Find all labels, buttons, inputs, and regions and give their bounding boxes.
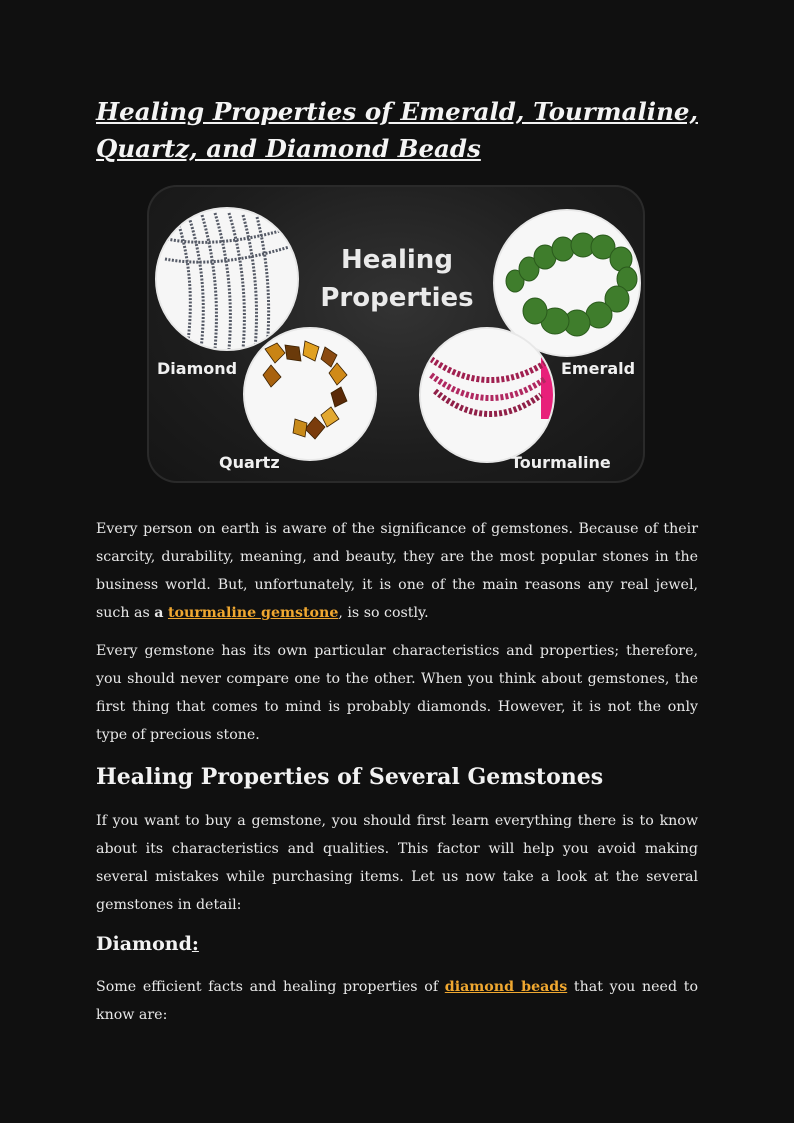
hero-label-tourmaline: Tourmaline <box>511 453 611 472</box>
paragraph-intro-tail: , is so costly. <box>338 605 429 621</box>
hero-image <box>147 185 645 483</box>
paragraph-diamond-lead: Some efficient facts and healing properties of <box>96 979 445 995</box>
document-title: Healing Properties of Emerald, Tourmaline, Quartz, and Diamond Beads <box>96 97 698 163</box>
paragraph-intro-bold: a <box>154 605 164 621</box>
hero-label-emerald: Emerald <box>561 359 636 378</box>
paragraph-buying: If you want to buy a gemstone, you should first learn everything there is to know about its characteristics and qualities. This factor will help you avoid making several mistakes while purchasing items. Let us now take a look at the several gemstones in detail: <box>96 813 698 913</box>
quartz-beads-image <box>243 327 377 461</box>
document-page <box>96 93 698 1039</box>
subsection-heading-diamond <box>96 929 698 959</box>
paragraph-diamond-tail: that you need to know are: <box>96 979 698 1023</box>
hero-heading-line2: Properties <box>320 283 474 313</box>
article-body <box>96 515 698 1029</box>
subsection-heading-colon: : <box>191 933 199 955</box>
subsection-heading-text: Diamond <box>96 933 192 955</box>
tourmaline-gemstone-link[interactable]: tourmaline gemstone <box>167 605 339 621</box>
hero-heading <box>317 241 477 317</box>
paragraph-diamond <box>96 973 698 1029</box>
diamond-beads-link[interactable]: diamond beads <box>444 979 568 995</box>
paragraph-compare: Every gemstone has its own particular characteristics and properties; therefore, you should never compare one to the other. When you think about gemstones, the first thing that comes to mind is probably diamonds. However, it is not the only type of precious stone. <box>96 643 698 743</box>
section-heading: Healing Properties of Several Gemstones <box>96 764 604 790</box>
hero-label-quartz: Quartz <box>219 453 280 472</box>
diamond-beads-image <box>155 207 299 351</box>
hero-label-diamond: Diamond <box>157 359 238 378</box>
tourmaline-beads-image <box>419 327 555 463</box>
hero-heading-line1: Healing <box>341 245 453 275</box>
paragraph-intro-text: Every person on earth is aware of the significance of gemstones. Because of their scarcity, durability, meaning, and beauty, they are the most popular stones in the business world. But, unfortunately, it is one of the main reasons any real jewel, such as <box>96 521 698 621</box>
paragraph-intro <box>96 515 698 627</box>
